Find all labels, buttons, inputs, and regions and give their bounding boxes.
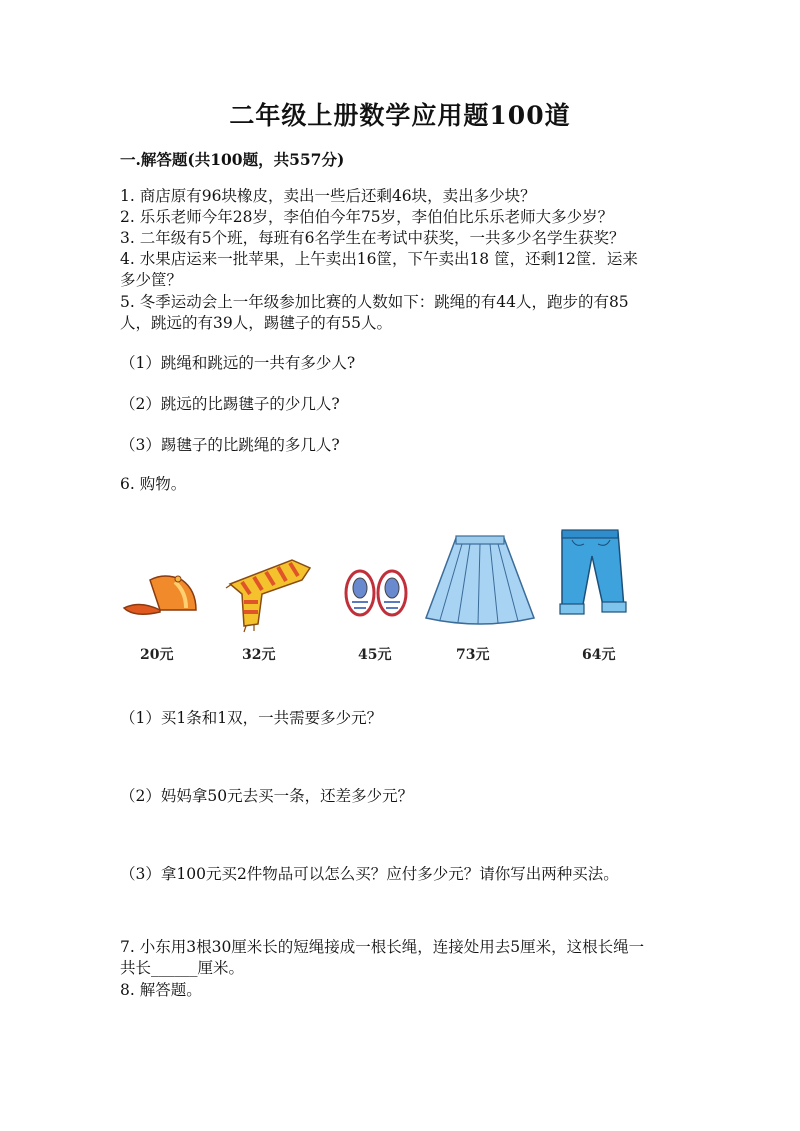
scarf-icon (222, 554, 322, 634)
shoes-icon (342, 566, 412, 621)
price-label: 73元 (456, 647, 490, 663)
price-label: 20元 (140, 647, 174, 663)
shopping-items (110, 520, 650, 670)
jeans-icon (552, 526, 632, 622)
question-5-part-3: （3）踢毽子的比跳绳的多几人? (120, 436, 340, 454)
question-6-part-2: （2）妈妈拿50元去买一条，还差多少元？ (120, 787, 414, 805)
question-2: 2. 乐乐老师今年28岁，李伯伯今年75岁，李伯伯比乐乐老师大多少岁？ (120, 208, 614, 226)
question-6-part-3: （3）拿100元买2件物品可以怎么买？应付多少元？请你写出两种买法。 (120, 865, 619, 883)
skirt-icon (422, 534, 538, 626)
price-label: 45元 (358, 647, 392, 663)
question-3: 3. 二年级有5个班，每班有6名学生在考试中获奖，一共多少名学生获奖？ (120, 229, 625, 247)
cap-icon (120, 570, 200, 620)
question-6: 6. 购物。 (120, 475, 187, 493)
section-heading: 一.解答题(共100题，共557分) (120, 150, 345, 169)
question-4-line-2: 多少筐？ (120, 271, 183, 289)
question-8: 8. 解答题。 (120, 981, 202, 999)
question-7-line-2: 共长______厘米。 (120, 959, 245, 977)
question-1: 1. 商店原有96块橡皮，卖出一些后还剩46块，卖出多少块？ (120, 187, 536, 205)
question-5-line-1: 5. 冬季运动会上一年级参加比赛的人数如下：跳绳的有44人，跑步的有85 (120, 293, 629, 311)
page-title: 二年级上册数学应用题100道 (229, 101, 571, 130)
question-4-line-1: 4. 水果店运来一批苹果，上午卖出16筐，下午卖出18 筐，还剩12筐．运来 (120, 250, 638, 268)
question-7-line-1: 7. 小东用3根30厘米长的短绳接成一根长绳，连接处用去5厘米，这根长绳一 (120, 938, 645, 956)
price-label: 32元 (242, 647, 276, 663)
question-5-part-1: （1）跳绳和跳远的一共有多少人? (120, 354, 356, 372)
question-5-part-2: （2）跳远的比踢毽子的少几人? (120, 395, 340, 413)
question-5-line-2: 人，跳远的有39人，踢毽子的有55人。 (120, 314, 392, 332)
price-label: 64元 (582, 647, 616, 663)
question-6-part-1: （1）买1条和1双，一共需要多少元？ (120, 709, 383, 727)
